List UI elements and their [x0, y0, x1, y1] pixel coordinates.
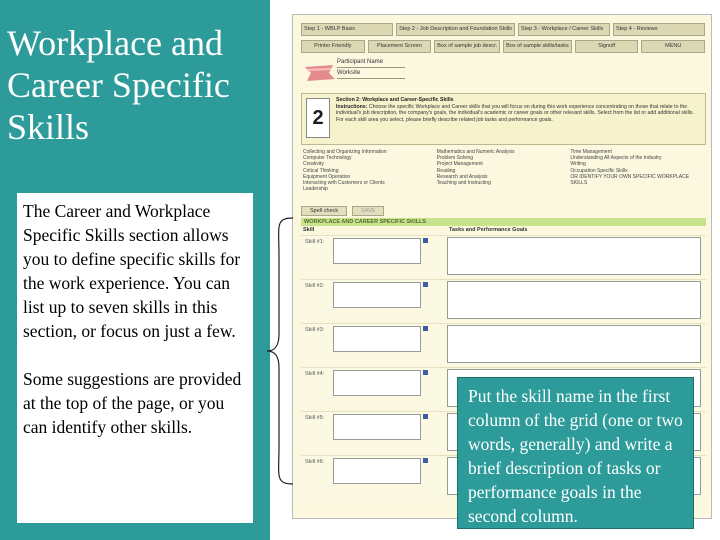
slide-title-line-2: Career Specific: [7, 65, 230, 105]
dropdown-arrow-icon[interactable]: [423, 414, 428, 419]
dropdown-arrow-icon[interactable]: [423, 326, 428, 331]
suggestion-item: Occupation Specific Skills: [570, 167, 628, 174]
suggestion-item: Leadership: [303, 186, 328, 193]
sample-skills-button[interactable]: Box of sample skills/tasks: [503, 40, 572, 53]
section-number: 2: [306, 98, 330, 138]
suggestion-item: Reading: [436, 167, 456, 174]
suggestion-item: Project Management: [436, 161, 483, 168]
suggestion-item: OR IDENTIFY YOUR OWN SPECIFIC WORKPLACE SKILLS: [570, 173, 690, 187]
skill-row-label: Skill #6:: [305, 459, 325, 465]
skill-3-input[interactable]: [333, 326, 421, 352]
section-header: [301, 93, 706, 145]
suggestion-item: Understanding All Aspects of the Industry: [570, 155, 662, 162]
suggestion-item: Problem Solving: [436, 155, 474, 162]
tasks-column-header: Tasks and Performance Goals: [449, 227, 528, 233]
placement-screen-button[interactable]: Placement Screen: [368, 40, 432, 53]
skills-grid-title: WORKPLACE AND CAREER SPECIFIC SKILLS: [301, 218, 706, 226]
action-bar: [301, 40, 705, 53]
step-tabs: [301, 23, 705, 36]
skill-5-input[interactable]: [333, 414, 421, 440]
suggestion-column-1: [303, 149, 437, 199]
ribbon-icon: [303, 61, 337, 87]
suggestion-item: Teaching and Instructing: [436, 180, 491, 187]
printer-friendly-button[interactable]: Printer Friendly: [301, 40, 365, 53]
worksite-line: [337, 78, 405, 79]
description-box: [17, 193, 253, 523]
participant-name-line: [337, 67, 405, 68]
worksite-label: Worksite: [337, 70, 361, 76]
suggestion-item: Mathematics and Numeric Analysis: [436, 149, 515, 155]
description-paragraph-1: The Career and Workplace Specific Skills section allows you to define specific skills for the work experience. You can list up to seven skills in this section, or focus on just a few.: [23, 201, 241, 341]
section-instructions: [336, 97, 701, 123]
step-tab-3[interactable]: Step 3 - Workplace / Career Skills: [518, 23, 610, 36]
instruction-callout: Put the skill name in the first column of the grid (one or two words, generally) and write a brief description of tasks or performance goals in the second column.: [457, 377, 694, 529]
skill-column-header: Skill: [303, 227, 315, 233]
suggestion-item: Time Management: [570, 149, 612, 155]
sample-job-descr-button[interactable]: Box of sample job descr.: [434, 40, 500, 53]
suggestion-item: Interacting with Customers or Clients: [303, 180, 385, 187]
curly-brace-icon: [265, 216, 295, 486]
skill-2-input[interactable]: [333, 282, 421, 308]
instructions-label: Instructions:: [336, 103, 368, 110]
suggestion-item: Writing: [570, 161, 586, 168]
slide-title: [7, 22, 267, 148]
spell-check-button[interactable]: Spell check: [301, 206, 347, 216]
skill-row-label: Skill #2:: [305, 283, 325, 289]
instructions-text: Choose the specific Workplace and Career skills that you will focus on during this work experience concentrating on those that relate to the individual's job description, the company's goals, the individual's academic or career goals or other relevant skills. Select from the list or add additional skills. For each skill area you select, please briefly describe related job tasks and performance goals.: [336, 103, 694, 123]
suggestion-item: Computer Technology: [303, 155, 352, 162]
tasks-1-textarea[interactable]: [447, 237, 701, 275]
step-tab-4[interactable]: Step 4 - Reviews: [613, 23, 705, 36]
step-tab-2[interactable]: Step 2 - Job Description and Foundation Skills: [396, 23, 515, 36]
skill-4-input[interactable]: [333, 370, 421, 396]
dropdown-arrow-icon[interactable]: [423, 238, 428, 243]
skill-6-input[interactable]: [333, 458, 421, 484]
save-button[interactable]: SAVE: [352, 206, 384, 216]
suggestion-item: Equipment Operation: [303, 173, 351, 180]
section-title: Section 2: Workplace and Career-Specific Skills: [336, 97, 454, 103]
suggestion-item: Collecting and Organizing Information: [303, 149, 387, 155]
left-panel: [0, 0, 270, 540]
skill-row-label: Skill #5:: [305, 415, 325, 421]
skill-1-input[interactable]: [333, 238, 421, 264]
tasks-2-textarea[interactable]: [447, 281, 701, 319]
suggestion-column-3: [570, 149, 704, 199]
form-buttons: [301, 206, 384, 216]
slide-title-line-1: Workplace and: [7, 23, 223, 63]
tasks-3-textarea[interactable]: [447, 325, 701, 363]
skill-suggestions: [301, 146, 706, 202]
suggestion-item: Critical Thinking: [303, 167, 339, 174]
suggestion-column-2: [437, 149, 571, 199]
description-paragraph-2: Some suggestions are provided at the top of the page, or you can identify other skills.: [23, 369, 242, 437]
step-tab-1[interactable]: Step 1 - WBLP Basic: [301, 23, 393, 36]
dropdown-arrow-icon[interactable]: [423, 282, 428, 287]
skill-row-label: Skill #1:: [305, 239, 325, 245]
signoff-button[interactable]: Signoff: [575, 40, 639, 53]
menu-button[interactable]: MENU: [641, 40, 705, 53]
slide-title-line-3: Skills: [7, 107, 90, 147]
participant-name-label: Participant Name: [337, 59, 384, 65]
dropdown-arrow-icon[interactable]: [423, 370, 428, 375]
skill-row-label: Skill #4:: [305, 371, 325, 377]
skill-row-label: Skill #3:: [305, 327, 325, 333]
suggestion-item: Creativity: [303, 161, 324, 168]
dropdown-arrow-icon[interactable]: [423, 458, 428, 463]
suggestion-item: Research and Analysis: [436, 173, 488, 180]
